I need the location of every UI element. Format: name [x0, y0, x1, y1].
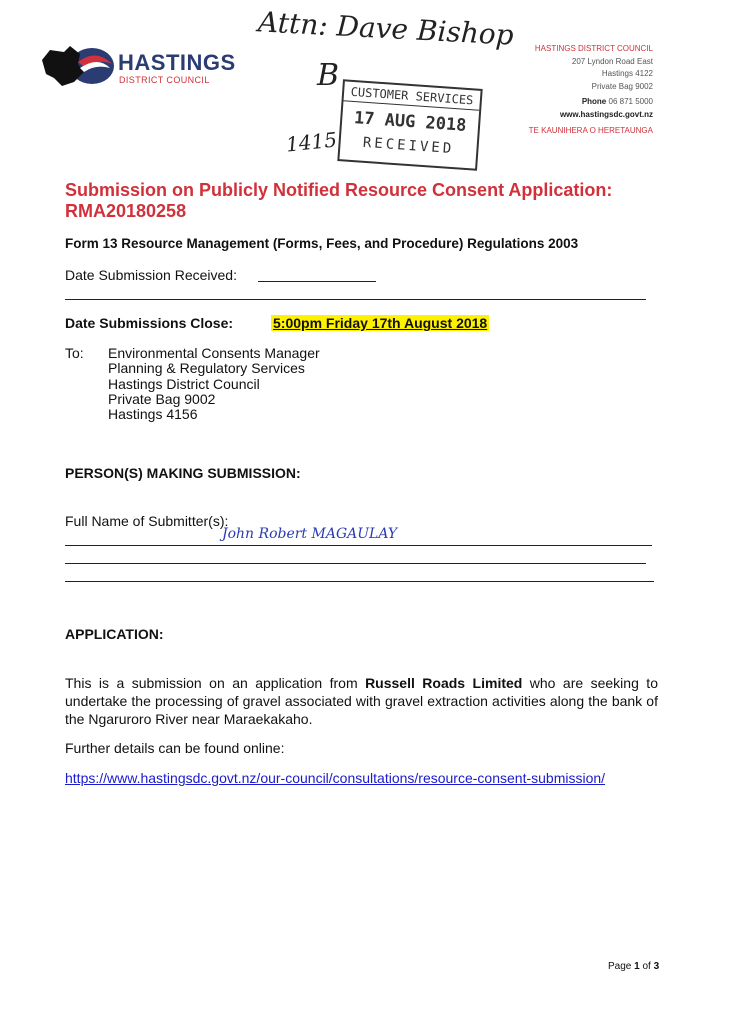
address-line: Planning & Regulatory Services	[108, 360, 305, 377]
persons-heading: PERSON(S) MAKING SUBMISSION:	[65, 465, 301, 481]
address-line: Private Bag 9002	[108, 390, 216, 407]
name-line	[65, 545, 652, 546]
further-details: Further details can be found online:	[65, 740, 285, 756]
council-logo	[40, 42, 235, 92]
form-reference: Form 13 Resource Management (Forms, Fees, and Procedure) Regulations 2003	[65, 236, 579, 251]
application-heading: APPLICATION:	[65, 626, 164, 642]
date-received-label: Date Submission Received:	[65, 267, 237, 283]
address-line: Hastings 4156	[108, 406, 198, 423]
date-close-label: Date Submissions Close:	[65, 315, 234, 331]
name-line	[65, 581, 654, 582]
stamp-date: 17 AUG 2018	[353, 108, 468, 136]
application-paragraph: This is a submission on an application from Russell Roads Limited who are seeking to undertake the processing of gravel associated with gravel extraction activities along the bank of the Ngaruroro River near Maraekakaho.	[65, 675, 658, 727]
handwritten-time: 1415	[284, 127, 339, 157]
handwritten-attn: Attn: Dave Bishop	[257, 5, 515, 52]
council-address-line: Hastings 4122	[601, 69, 653, 78]
full-name-handwritten: John Robert MAGAULAY	[222, 526, 398, 542]
council-website: www.hastingsdc.govt.nz	[559, 109, 653, 119]
to-address	[108, 346, 320, 422]
date-received-blank	[258, 281, 376, 282]
consultation-link[interactable]: https://www.hastingsdc.govt.nz/our-council/consultations/resource-consent-submission/	[65, 770, 606, 786]
stamp-header: CUSTOMER SERVICES	[343, 84, 480, 110]
logo-name: HASTINGS	[118, 50, 236, 75]
date-close-value: 5:00pm Friday 17th August 2018	[273, 315, 488, 331]
address-line: Environmental Consents Manager	[108, 345, 320, 361]
stamp-received: RECEIVED	[362, 134, 455, 158]
address-line: Hastings District Council	[108, 375, 260, 392]
received-stamp	[337, 79, 482, 171]
council-maori-name: TE KAUNIHERA O HERETAUNGA	[528, 126, 653, 135]
handwritten-initial: B	[317, 58, 340, 93]
to-label: To:	[65, 345, 84, 361]
logo-mark-icon	[40, 42, 116, 92]
council-address-line: Private Bag 9002	[591, 81, 653, 91]
council-phone: Phone 06 871 5000	[581, 97, 653, 106]
page-title: Submission on Publicly Notified Resource Consent Application: RMA20180258	[65, 180, 613, 221]
logo-subtitle: DISTRICT COUNCIL	[119, 75, 210, 85]
section-divider	[65, 299, 646, 300]
council-name: HASTINGS DISTRICT COUNCIL	[534, 44, 653, 53]
applicant-name: Russell Roads Limited	[365, 675, 523, 691]
name-line	[65, 563, 646, 564]
full-name-label: Full Name of Submitter(s):	[65, 513, 229, 529]
council-address-line: 207 Lyndon Road East	[571, 56, 653, 66]
page-number: Page 1 of 3	[608, 961, 660, 972]
